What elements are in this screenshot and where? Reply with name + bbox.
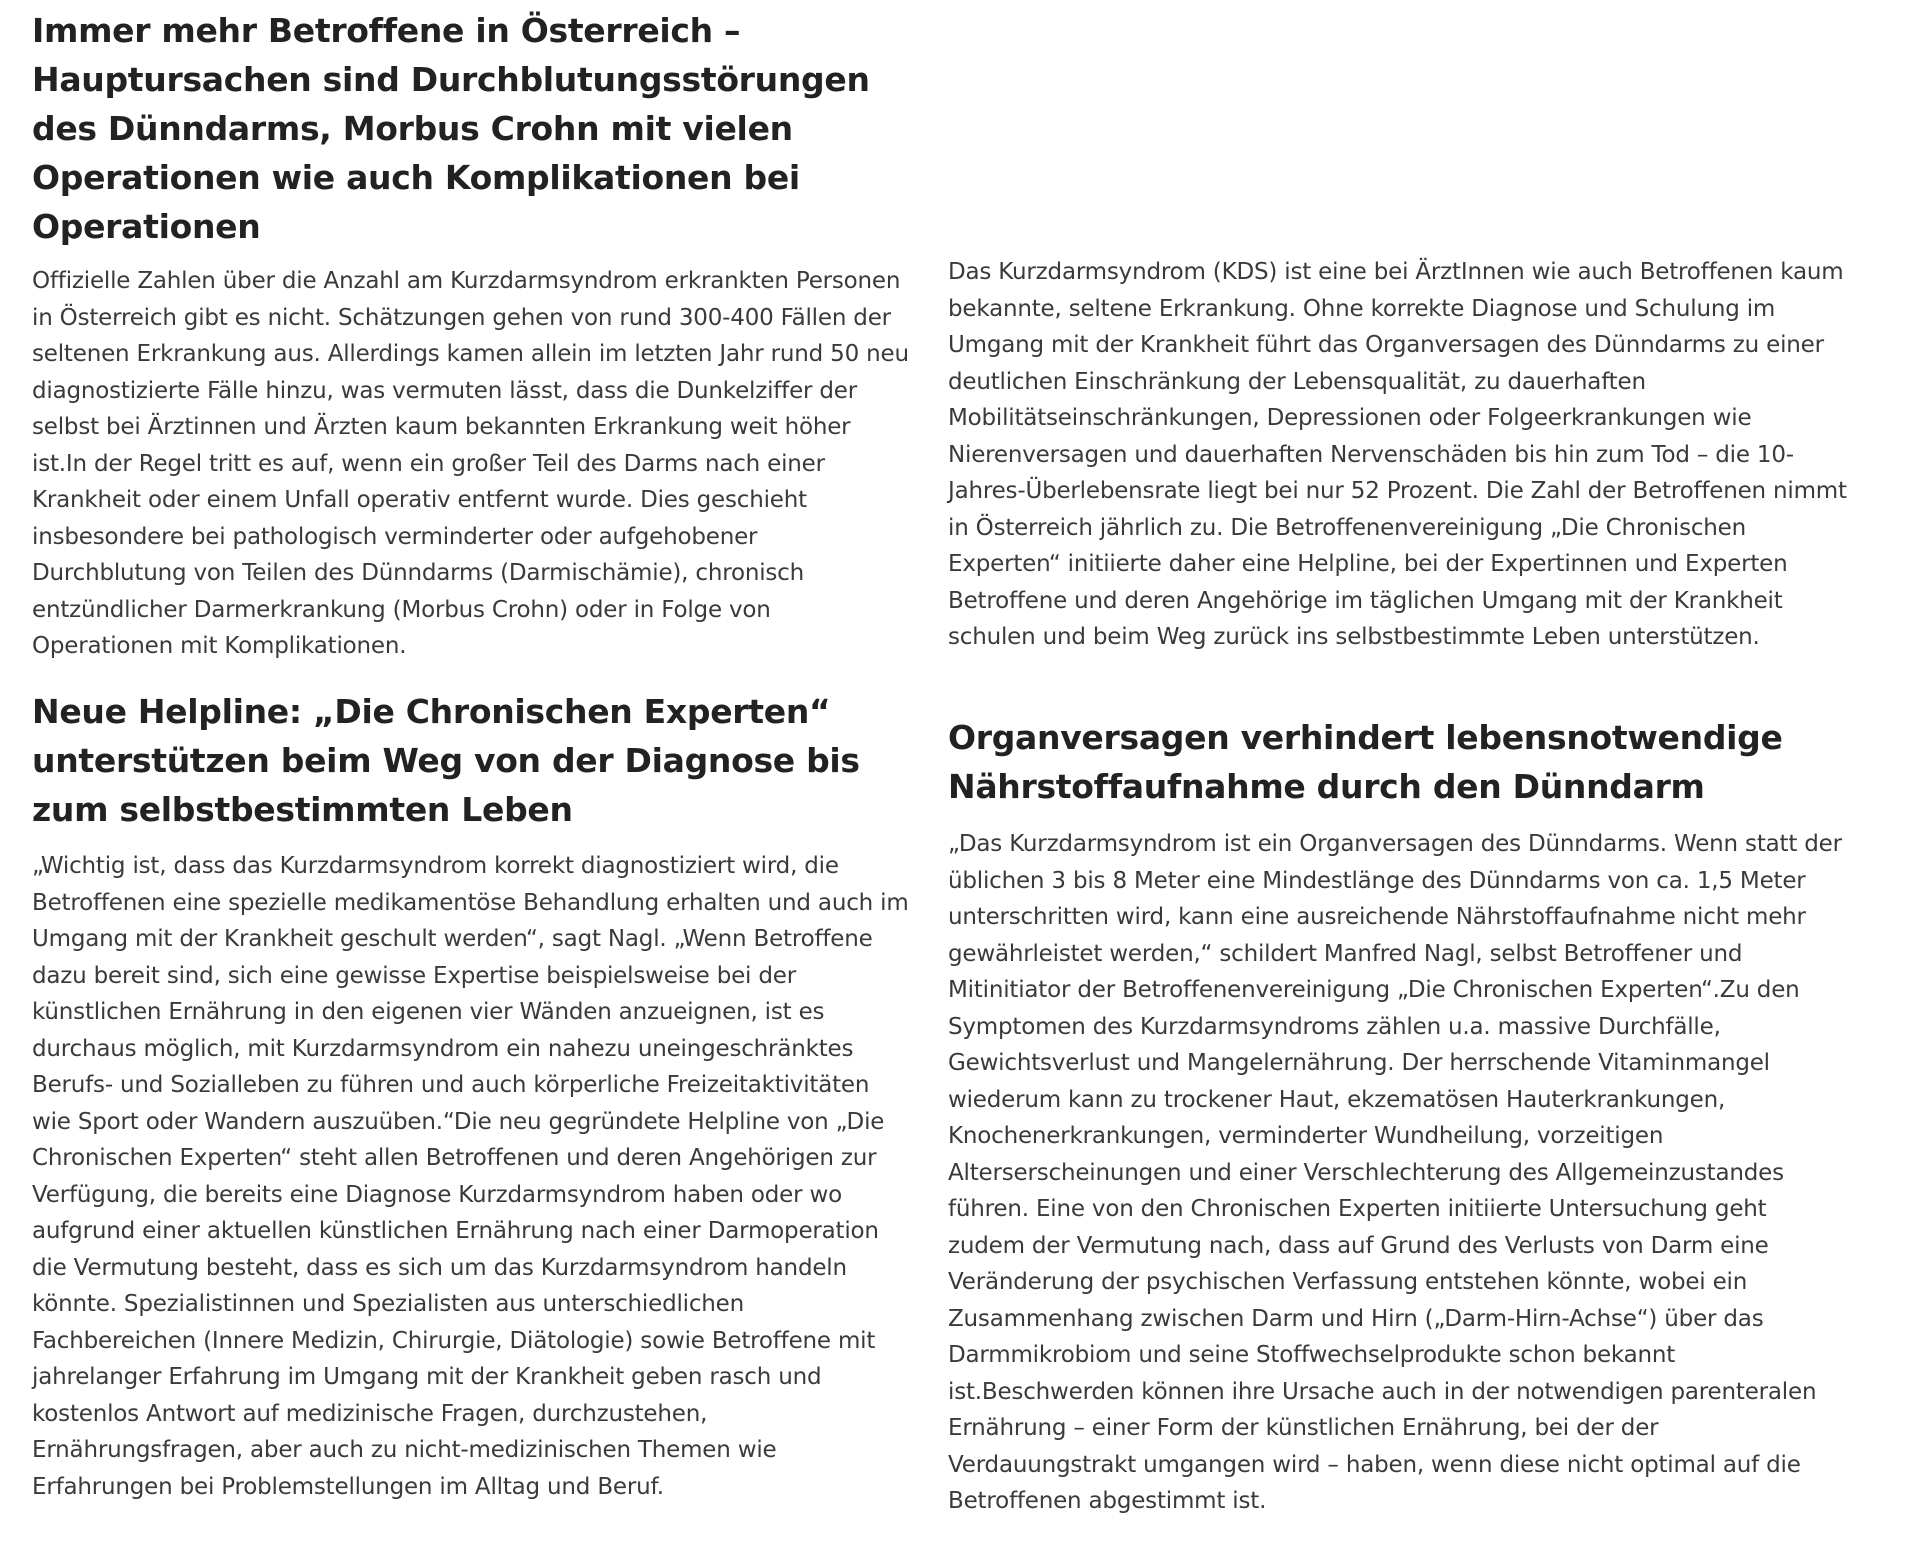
section-heading-organversagen: Organversagen verhindert lebensnotwendige Nährstoffaufnahme durch den Dünndarm: [948, 718, 1783, 806]
section-heading-betroffene: Immer mehr Betroffene in Österreich – Hauptursachen sind Durchblutungsstörungen des Dünndarms, Morbus Crohn mit vielen Operationen wie auch Komplikationen bei Operationen: [32, 11, 870, 246]
paragraph-organversagen: „Das Kurzdarmsyndrom ist ein Organversagen des Dünndarms. Wenn statt der üblichen 3 bis 8 Meter eine Mindestlänge des Dünndarms von ca. 1,5 Meter unterschritten wird, kann eine ausreichende Nährstoffaufnahme nicht mehr gewährleistet werden,“ schildert Manfred Nagl, selbst Betroffener und Mitinitiator der Betroffenenvereinigung „Die Chronischen Experten“.Zu den Symptomen des Kurzdarmsyndroms zählen u.a. massive Durchfälle, Gewichtsverlust und Mangelernährung. Der herrschende Vitaminmangel wiederum kann zu trockener Haut, ekzematösen Hauterkrankungen, Knochenerkrankungen, verminderter Wundheilung, vorzeitigen Alterserscheinungen und einer Verschlechterung des Allgemeinzustandes führen. Eine von den Chronischen Experten initiierte Untersuchung geht zudem der Vermutung nach, dass auf Grund des Verlusts von Darm eine Veränderung der psychischen Verfassung entstehen könnte, wobei ein Zusammenhang zwischen Darm und Hirn („Darm-Hirn-Achse“) über das Darmmikrobiom und seine Stoffwechselprodukte schon bekannt ist.Beschwerden können ihre Ursache auch in der notwendigen parenteralen Ernährung – einer Form der künstlichen Ernährung, bei der der Verdauungstrakt umgangen wird – haben, wenn diese nicht optimal auf die Betroffenen abgestimmt ist.: [948, 831, 1842, 1514]
section-heading-helpline: Neue Helpline: „Die Chronischen Experten“ unterstützen beim Weg von der Diagnose bis zum selbstbestimmten Leben: [32, 692, 860, 829]
paragraph-kurzdarmsyndrom-intro: Das Kurzdarmsyndrom (KDS) ist eine bei ÄrztInnen wie auch Betroffenen kaum bekannte, seltene Erkrankung. Ohne korrekte Diagnose und Schulung im Umgang mit der Krankheit führt das Organversagen des Dünndarms zu einer deutlichen Einschränkung der Lebensqualität, zu dauerhaften Mobilitätseinschränkungen, Depressionen oder Folgeerkrankungen wie Nierenversagen und dauerhaften Nervenschäden bis hin zum Tod – die 10-Jahres-Überlebensrate liegt bei nur 52 Prozent. Die Zahl der Betroffenen nimmt in Österreich jährlich zu. Die Betroffenenvereinigung „Die Chronischen Experten“ initiierte daher eine Helpline, bei der Expertinnen und Experten Betroffene und deren Angehörige im täglichen Umgang mit der Krankheit schulen und beim Weg zurück ins selbstbestimmte Leben unterstützen.: [948, 259, 1847, 650]
paragraph-helpline: „Wichtig ist, dass das Kurzdarmsyndrom korrekt diagnostiziert wird, die Betroffenen eine spezielle medikamentöse Behandlung erhalten und auch im Umgang mit der Krankheit geschult werden“, sagt Nagl. „Wenn Betroffene dazu bereit sind, sich eine gewisse Expertise beispielsweise bei der künstlichen Ernährung in den eigenen vier Wänden anzueignen, ist es durchaus möglich, mit Kurzdarmsyndrom ein nahezu uneingeschränktes Berufs- und Sozialleben zu führen und auch körperliche Freizeitaktivitäten wie Sport oder Wandern auszuüben.“Die neu gegründete Helpline von „Die Chronischen Experten“ steht allen Betroffenen und deren Angehörigen zur Verfügung, die bereits eine Diagnose Kurzdarmsyndrom haben oder wo aufgrund einer aktuellen künstlichen Ernährung nach einer Darmoperation die Vermutung besteht, dass es sich um das Kurzdarmsyndrom handeln könnte. Spezialistinnen und Spezialisten aus unterschiedlichen Fachbereichen (Innere Medizin, Chirurgie, Diätologie) sowie Betroffene mit jahrelanger Erfahrung im Umgang mit der Krankheit geben rasch und kostenlos Antwort auf medizinische Fragen, durchzustehen, Ernährungsfragen, aber auch zu nicht-medizinischen Themen wie Erfahrungen bei Problemstellungen im Alltag und Beruf.: [32, 853, 909, 1500]
paragraph-offizielle-zahlen: Offizielle Zahlen über die Anzahl am Kurzdarmsyndrom erkrankten Personen in Österreich gibt es nicht. Schätzungen gehen von rund 300-400 Fällen der seltenen Erkrankung aus. Allerdings kamen allein im letzten Jahr rund 50 neu diagnostizierte Fälle hinzu, was vermuten lässt, dass die Dunkelziffer der selbst bei Ärztinnen und Ärzten kaum bekannten Erkrankung weit höher ist.In der Regel tritt es auf, wenn ein großer Teil des Darms nach einer Krankheit oder einem Unfall operativ entfernt wurde. Dies geschieht insbesondere bei pathologisch verminderter oder aufgehobener Durchblutung von Teilen des Dünndarms (Darmischämie), chronisch entzündlicher Darmerkrankung (Morbus Crohn) oder in Folge von Operationen mit Komplikationen.: [32, 268, 909, 659]
